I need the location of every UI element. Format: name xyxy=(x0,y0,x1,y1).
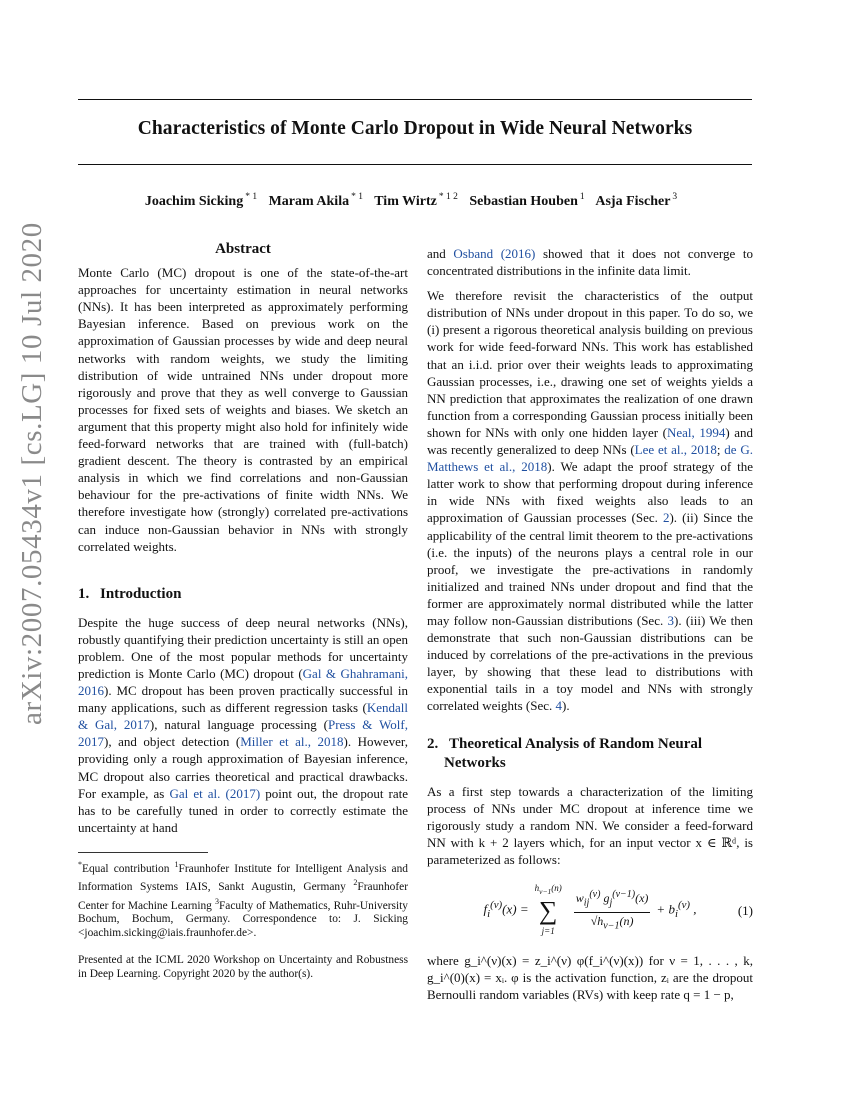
citation-link[interactable]: de G. Matthews et al., 2018 xyxy=(427,442,753,475)
text: ), and object detection ( xyxy=(104,734,241,750)
paragraph: where g_i^(ν)(x) = z_i^(ν) φ(f_i^(ν)(x)) for ν = 1, . . . , k, g_i^(0)(x) = xᵢ. φ is the activation function, zᵢ are the dropout Bernoulli random variables (RVs) with keep rate q = 1 − p, xyxy=(427,953,753,1003)
author-affiliation: 1 xyxy=(579,192,585,202)
sum-symbol: $h_{\nu-1}(n)$ ∑ j=1 xyxy=(534,882,562,937)
author-name: Maram Akila xyxy=(268,194,350,209)
abstract-heading: Abstract xyxy=(215,241,271,257)
text: Fraunhofer Institute for Intelligent Analysis and Information Systems IAIS, Sankt Augustin, Germany xyxy=(78,862,408,894)
author-affiliation: * 1 xyxy=(351,192,363,202)
left-column xyxy=(78,241,408,981)
author-list xyxy=(78,194,752,210)
title-rule-bottom xyxy=(78,164,752,165)
text: ). However, providing only a rough approximation of Bayesian inference, MC dropout also carries theoretical and practical drawbacks. For example, as xyxy=(78,734,408,801)
text: Faculty of Mathematics, Ruhr-University Bochum, Bochum, Germany. Correspondence to: J. Sicking <joachim.sicking@iais.fraunhofer.de>. xyxy=(78,899,409,939)
text: ), natural language processing ( xyxy=(149,717,328,733)
text: ). MC dropout has been proven practically successful in many applications, such as different regression tasks ( xyxy=(78,683,408,716)
section-title: Introduction xyxy=(100,585,182,602)
intro-paragraph xyxy=(78,614,408,836)
paragraph: and Osband (2016) showed that it does not converge to concentrated distributions in the infinite data limit. xyxy=(427,246,753,279)
section-link[interactable]: 4 xyxy=(555,698,563,714)
text: Equal contribution xyxy=(82,862,175,875)
citation-link[interactable]: Lee et al., 2018 xyxy=(634,442,717,458)
section-link[interactable]: 2 xyxy=(662,510,670,526)
footnote-affiliations: *Equal contribution $^1$Fraunhofer Institute for Intelligent Analysis and Information Systems IAIS, Sankt Augustin, Germany $^2$Fraunhofer Center for Machine Learning $^3$Faculty of Mathematics, Ruhr-University Bochum, Bochum, Germany. Correspondence to: J. Sicking <joachim.sicking@iais.fraunhofer.de>. xyxy=(78,859,409,939)
citation-link[interactable]: Press & Wolf, 2017 xyxy=(78,717,408,750)
text: point out, the dropout rate has to be carefully tuned in order to correctly estimate the uncertainty at hand xyxy=(78,785,409,835)
paper-title: Characteristics of Monte Carlo Dropout in Wide Neural Networks xyxy=(137,118,693,139)
workshop-notice: Presented at the ICML 2020 Workshop on Uncertainty and Robustness in Deep Learning. Copyright 2020 by the author(s). xyxy=(78,954,408,980)
text: ). (ii) Since the applicability of the central limit theorem to the pre-activations (i.e. the inputs) of the neurons plays a central role in our proof, we investigate the pre-activations in randomly initialized and trained NNs under dropout and find that the former are approximately normal distributed while the latter may follow non-Gaussian distributions (Sec. xyxy=(427,510,753,628)
fraction: $\frac{w_{ij}^{(\nu)} g_j^{(\nu-1)}(x)}{√h_{\nu-1}(n)}$ xyxy=(574,886,651,934)
text: ). We adapt the proof strategy of the latter work to show that performing dropout during inference in wide NNs with fixed weights also leads to an approximation of Gaussian processes (Sec. xyxy=(427,459,753,526)
equation-number: (1) xyxy=(737,903,753,918)
text: ) and was recently generalized to deep NNs ( xyxy=(427,424,753,458)
intro-heading xyxy=(78,585,408,604)
author-name: Sebastian Houben xyxy=(469,194,578,209)
text: Despite the huge success of deep neural networks (NNs), robustly quantifying their prediction uncertainty is still an open problem. One of the most popular methods for uncertainty prediction is Monte Carlo (MC) dropout ( xyxy=(78,614,408,681)
text: We therefore revisit the characteristics of the output distribution of NNs under dropout in this paper. To do so, we (i) present a rigorous theoretical analysis building on previous work for wide feed-forward NNs. This work has established that an i.i.d. prior over their weights leads to approximating Gaussian processes, i.e., drawing one set of weights yields a NN prediction that approximates the realization of one drawn function from a corresponding Gaussian process initially been shown for NNs with only one hidden layer ( xyxy=(427,288,753,440)
text: ). (iii) We then demonstrate that such non-Gaussian distributions can be induced by correlations of the pre-activations in the previous layer, by showing that these lead to distributions with exponential tails in a toy model and NNs with strongly correlated weights (Sec. xyxy=(427,612,753,714)
author-affiliation: 3 xyxy=(672,192,678,202)
author-affiliation: * 1 xyxy=(245,192,258,202)
right-column xyxy=(427,245,753,1003)
section-link[interactable]: 3 xyxy=(667,612,674,628)
text: showed that it does not converge to concentrated distributions in the infinite data limit. xyxy=(427,246,753,279)
citation-link[interactable]: Gal & Ghahramani, 2016 xyxy=(78,665,408,699)
text: ). xyxy=(562,698,570,714)
title-rule-top xyxy=(78,99,752,100)
author-name: Asja Fischer xyxy=(595,194,671,209)
citation-link[interactable]: Osband (2016) xyxy=(453,246,536,261)
footnote-divider xyxy=(78,852,208,853)
author-affiliation: * 1 2 xyxy=(438,192,458,202)
abstract-text: Monte Carlo (MC) dropout is one of the state-of-the-art approaches for uncertainty estimation in neural networks (NNs). It has been interpreted as approximately performing Bayesian inference. Based on previous work on the approximation of Gaussian processes by wide and deep neural networks with random weights, we study the limiting distribution of wide untrained NNs under dropout more rigorously and prove that they as well converge to Gaussian processes for fixed sets of weights and biases. We sketch an argument that this property might also hold for infinitely wide feed-forward networks that are trained with (full-batch) gradient descent. The theory is contrasted by an empirical analysis in which we find correlations and non-Gaussian behaviour for the pre-activations of finite width NNs. We therefore investigate how (strongly) correlated pre-activations can induce non-Gaussian behavior in NNs with strongly correlated weights. xyxy=(78,265,408,554)
section-2-heading xyxy=(427,735,753,773)
equation-1: $f_i^{(\nu)}(x)$ = $h_{\nu-1}(n)$ ∑ j=1 $\frac{w_{ij}^{(\nu)} g_j^{(\nu-1)}(x)}{√h_{\nu-1}(n)}$ + $b_i^{(\nu)}$ , (1) xyxy=(427,882,753,938)
citation-link[interactable]: Miller et al., 2018 xyxy=(240,734,344,750)
paragraph: We therefore revisit the characteristics of the output distribution of NNs under dropout in this paper. To do so, we (i) present a rigorous theoretical analysis building on previous work for wide feed-forward NNs. This work has established that an i.i.d. prior over their weights leads to approximating Gaussian processes, i.e., drawing one set of weights yields a NN prediction that approximates the realization of one drawn function from a corresponding Gaussian process initially been shown for NNs with only one hidden layer (Neal, 1994) and was recently generalized to deep NNs (Lee et al., 2018; de G. Matthews et al., 2018). We adapt the proof strategy of the latter work to show that performing dropout during inference in wide NNs with fixed weights also leads to an approximation of Gaussian processes (Sec. 2). (ii) Since the applicability of the central limit theorem to the pre-activations (i.e. the inputs) of the neurons plays a central role in our proof, we investigate the pre-activations in randomly initialized and trained NNs under dropout and find that the former are approximately normal distributed while the latter may follow non-Gaussian distributions (Sec. 3). (iii) We then demonstrate that such non-Gaussian distributions can be induced by correlations of the pre-activations in the previous layer, by showing that these lead to distributions with exponential tails in a toy model and NNs with strongly correlated weights (Sec. 4). xyxy=(427,288,753,714)
citation-link[interactable]: Kendall & Gal, 2017 xyxy=(78,700,408,733)
section-number: 1. xyxy=(78,585,90,602)
section-title: Theoretical Analysis of Random Neural xyxy=(449,735,703,752)
section-number: 2. xyxy=(427,735,439,752)
arxiv-stamp: arXiv:2007.05434v1 [cs.LG] 10 Jul 2020 xyxy=(16,222,48,725)
citation-link[interactable]: Neal, 1994 xyxy=(667,424,726,440)
paragraph: As a first step towards a characterization of the limiting process of NNs under MC dropout at inference time we rigorously study a random NN. We consider a feed-forward NN with k + 2 layers which, for an input vector x ∈ ℝᵈ, is parameterized as follows: xyxy=(427,783,753,867)
author-name: Tim Wirtz xyxy=(374,194,437,209)
section-title-continued: Networks xyxy=(444,754,506,771)
author-name: Joachim Sicking xyxy=(144,194,244,209)
citation-link[interactable]: Gal et al. (2017) xyxy=(169,785,261,801)
text: Fraunhofer Center for Machine Learning xyxy=(78,881,408,912)
